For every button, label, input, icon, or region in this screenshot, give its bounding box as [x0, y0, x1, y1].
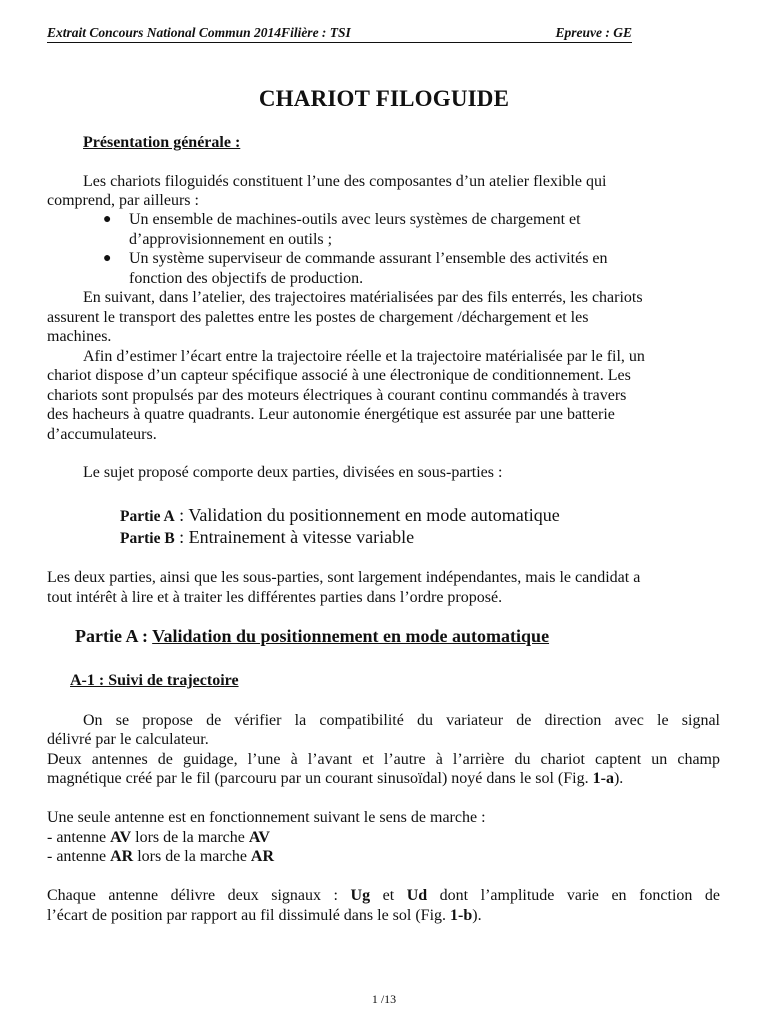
a1-p2-line-1: Deux antennes de guidage, l’une à l’avant et l’autre à l’arrière du chariot captent un champ	[47, 751, 720, 768]
antenna-ar-line	[47, 847, 274, 867]
a1-p4-line-1	[47, 886, 720, 906]
a1-p1-line-1: On se propose de vérifier la compatibilité du variateur de direction avec le signal	[83, 712, 720, 729]
part-b-text: : Entrainement à vitesse variable	[174, 527, 415, 547]
antenna-av-direction: AV	[248, 829, 270, 846]
a1-p2-line-2	[47, 769, 623, 789]
antenna-av-line	[47, 828, 270, 848]
signal-ug: Ug	[350, 887, 371, 904]
presentation-heading: Présentation générale :	[83, 134, 241, 151]
figure-ref-1b: 1-b	[450, 907, 473, 924]
antenna-av-mid: lors de la marche	[131, 829, 249, 846]
a1-p4-text-b: dont l’amplitude varie en fonction de	[427, 887, 721, 904]
para3-line-1: Afin d’estimer l’écart entre la trajectoire réelle et la trajectoire matérialisée par le fil, un	[83, 348, 645, 365]
a1-p4-text-a: Chaque antenne délivre deux signaux :	[47, 887, 351, 904]
signal-ud: Ud	[406, 887, 428, 904]
document-title: CHARIOT FILOGUIDE	[258, 86, 510, 111]
header-exam-info: Extrait Concours National Commun 2014Filière : TSI	[47, 25, 351, 40]
header-epreuve: Epreuve : GE	[555, 25, 632, 40]
bullet-2-line-2: fonction des objectifs de production.	[129, 270, 364, 287]
a1-p4-et: et	[370, 887, 407, 904]
part-b-entry	[120, 526, 414, 550]
a1-p4-line-2-end: ).	[472, 907, 482, 924]
a1-heading: A-1 : Suivi de trajectoire	[70, 672, 239, 689]
para3-line-5: d’accumulateurs.	[47, 426, 157, 443]
a1-p4-line-2-text: l’écart de position par rapport au fil dissimulé dans le sol (Fig.	[47, 907, 451, 924]
part-a-entry	[120, 504, 560, 528]
bullet-2-line-1: Un système superviseur de commande assurant l’ensemble des activités en	[129, 250, 608, 267]
para3-line-2: chariot dispose d’un capteur spécifique associé à une électronique de conditionnement. Les	[47, 367, 631, 384]
bullet-dot: ●	[103, 251, 112, 266]
subject-line: Le sujet proposé comporte deux parties, divisées en sous-parties :	[83, 464, 503, 481]
independence-line-1: Les deux parties, ainsi que les sous-parties, sont largement indépendantes, mais le candidat a	[47, 569, 641, 586]
part-a-text: : Validation du positionnement en mode automatique	[174, 505, 560, 525]
bullet-dot: ●	[103, 212, 112, 227]
page-header	[47, 24, 632, 43]
a1-p4-line-2	[47, 906, 482, 926]
a1-p2-line-2-end: ).	[613, 770, 624, 787]
bullet-1-line-2: d’approvisionnement en outils ;	[129, 231, 333, 248]
a1-p3-line-1: Une seule antenne est en fonctionnement suivant le sens de marche :	[47, 809, 486, 826]
part-a-label: Partie A	[120, 508, 175, 525]
a1-p1-line-2: délivré par le calculateur.	[47, 731, 209, 748]
bullet-1-line-1: Un ensemble de machines-outils avec leurs systèmes de chargement et	[129, 211, 581, 228]
part-a-heading	[75, 626, 549, 647]
page-number: 1 /13	[371, 992, 397, 1006]
antenna-av-name: AV	[110, 829, 132, 846]
para2-line-2: assurent le transport des palettes entre les postes de chargement /déchargement et les	[47, 309, 589, 326]
para3-line-4: des hacheurs à quatre quadrants. Leur autonomie énergétique est assurée par une batterie	[47, 406, 615, 423]
antenna-ar-prefix: - antenne	[47, 848, 111, 865]
antenna-ar-name: AR	[110, 848, 134, 865]
independence-line-2: tout intérêt à lire et à traiter les différentes parties dans l’ordre proposé.	[47, 589, 503, 606]
part-a-heading-title: Validation du positionnement en mode automatique	[152, 626, 550, 646]
antenna-av-prefix: - antenne	[47, 829, 111, 846]
part-b-label: Partie B	[120, 530, 175, 547]
part-a-heading-prefix: Partie A :	[75, 626, 153, 646]
a1-p2-line-2-text: magnétique créé par le fil (parcouru par un courant sinusoïdal) noyé dans le sol (Fig.	[47, 770, 593, 787]
antenna-ar-mid: lors de la marche	[133, 848, 251, 865]
antenna-ar-direction: AR	[250, 848, 275, 865]
figure-ref-1a: 1-a	[592, 770, 614, 787]
intro-line-1: Les chariots filoguidés constituent l’une des composantes d’un atelier flexible qui	[83, 173, 607, 190]
intro-line-2: comprend, par ailleurs :	[47, 192, 199, 209]
para2-line-1: En suivant, dans l’atelier, des trajectoires matérialisées par des fils enterrés, les chariots	[83, 289, 643, 306]
para3-line-3: chariots sont propulsés par des moteurs électriques à courant continu commandés à travers	[47, 387, 627, 404]
para2-line-3: machines.	[47, 328, 112, 345]
